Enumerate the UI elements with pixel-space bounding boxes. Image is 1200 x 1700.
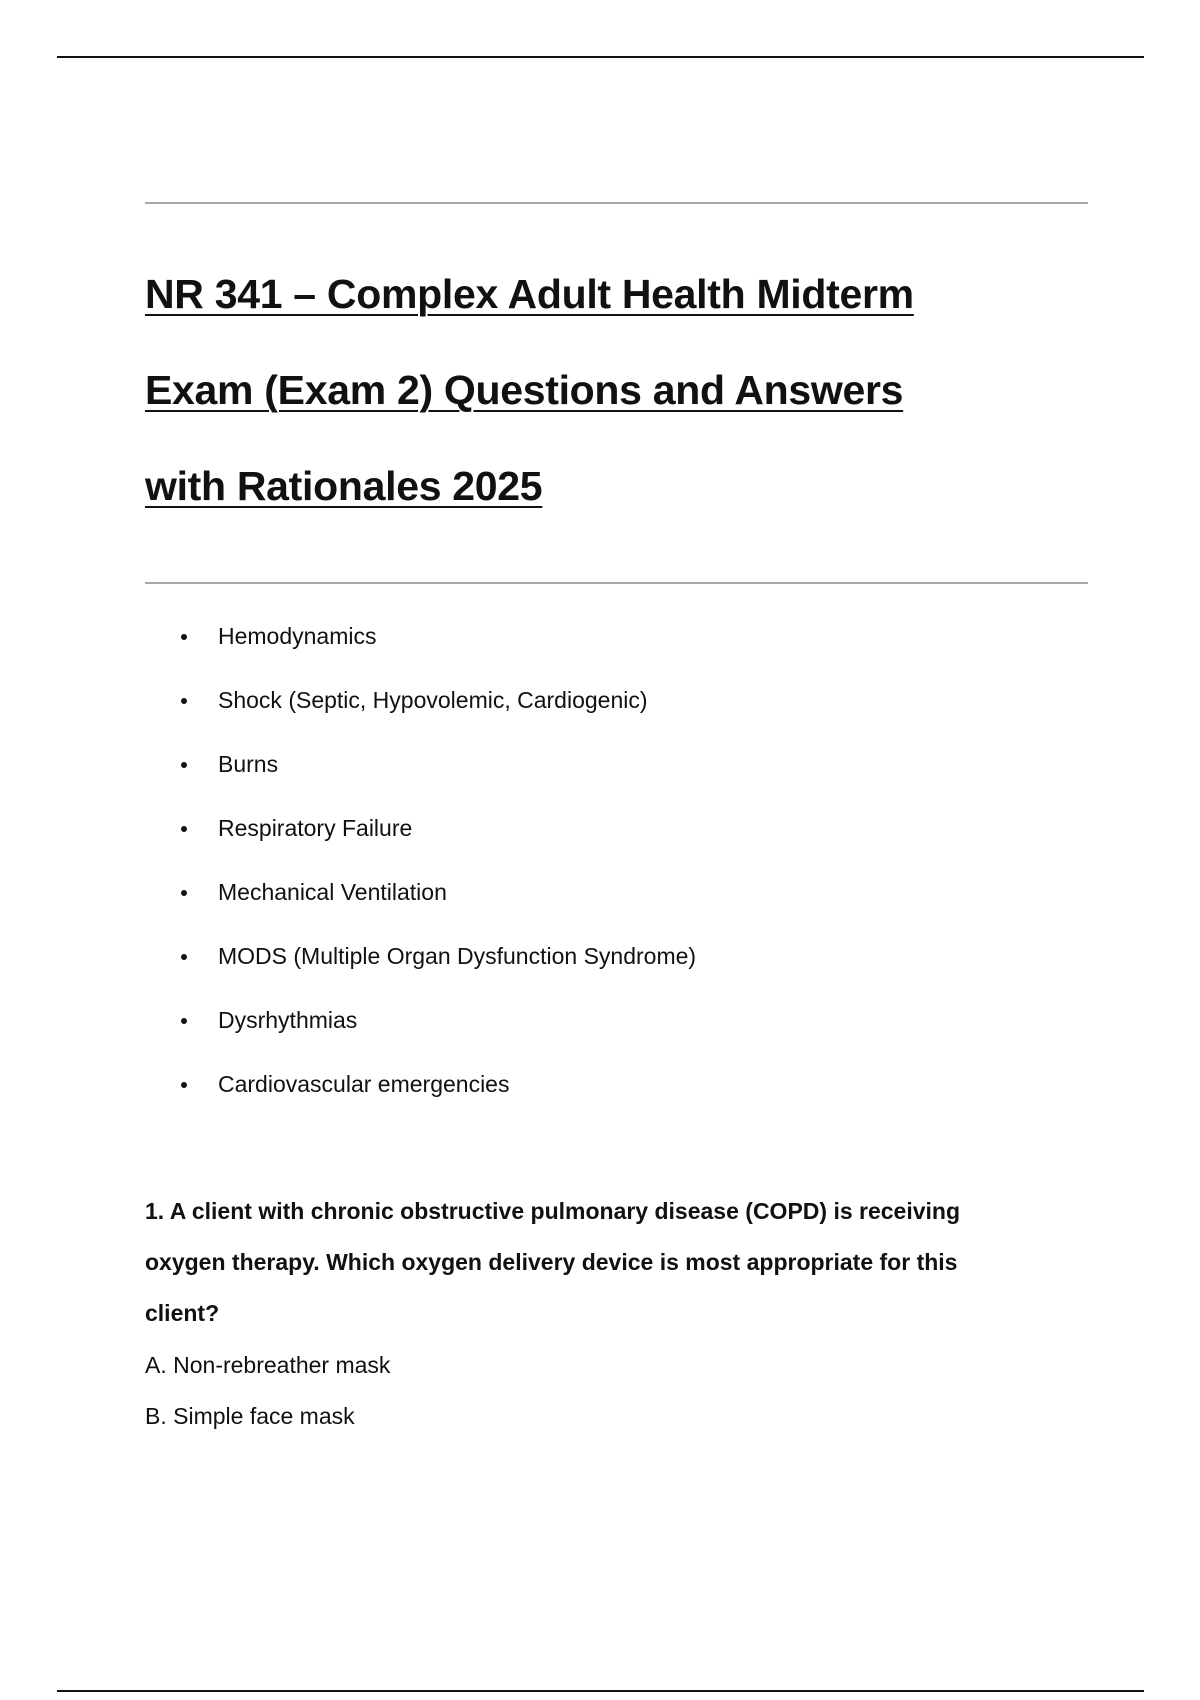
bullet-icon	[181, 954, 187, 960]
page-top-rule	[57, 56, 1144, 58]
title-bottom-divider	[145, 582, 1088, 584]
topic-item: MODS (Multiple Organ Dysfunction Syndrome)	[145, 934, 696, 998]
question-line: client?	[145, 1300, 220, 1326]
title-line: NR 341 – Complex Adult Health Midterm	[145, 271, 914, 317]
document-title	[145, 246, 1088, 534]
question-1-stem	[145, 1186, 1065, 1339]
topic-item: Cardiovascular emergencies	[145, 1062, 696, 1126]
topic-item: Dysrhythmias	[145, 998, 696, 1062]
topic-list	[145, 614, 696, 1126]
page-bottom-rule	[57, 1690, 1144, 1692]
title-top-divider	[145, 202, 1088, 204]
topic-item: Respiratory Failure	[145, 806, 696, 870]
bullet-icon	[181, 762, 187, 768]
question-line: oxygen therapy. Which oxygen delivery device is most appropriate for this	[145, 1249, 958, 1275]
bullet-icon	[181, 890, 187, 896]
answer-options	[145, 1340, 390, 1442]
topic-item: Hemodynamics	[145, 614, 696, 678]
topic-item: Burns	[145, 742, 696, 806]
bullet-icon	[181, 1018, 187, 1024]
topic-item: Mechanical Ventilation	[145, 870, 696, 934]
question-line: 1. A client with chronic obstructive pulmonary disease (COPD) is receiving	[145, 1198, 961, 1224]
title-line: Exam (Exam 2) Questions and Answers	[145, 367, 904, 413]
bullet-icon	[181, 1082, 187, 1088]
title-line: with Rationales 2025	[145, 463, 543, 509]
answer-option-a: A. Non-rebreather mask	[145, 1352, 391, 1378]
topic-item: Shock (Septic, Hypovolemic, Cardiogenic)	[145, 678, 696, 742]
answer-option-b: B. Simple face mask	[145, 1403, 355, 1429]
bullet-icon	[181, 698, 187, 704]
bullet-icon	[181, 826, 187, 832]
bullet-icon	[181, 634, 187, 640]
